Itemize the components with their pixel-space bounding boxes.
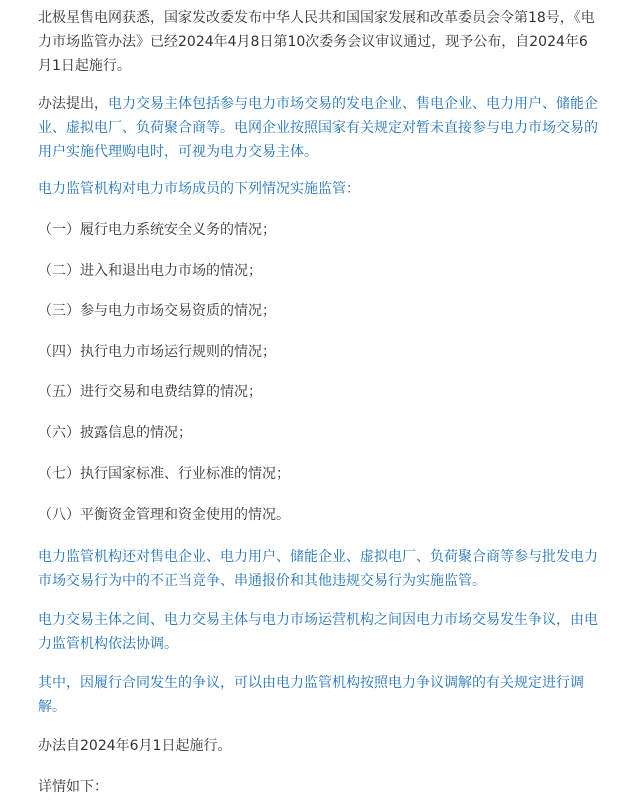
- list-item: （八）平衡资金管理和资金使用的情况。: [38, 507, 290, 523]
- list-item: （七）执行国家标准、行业标准的情况；: [38, 466, 290, 482]
- list-item: （五）进行交易和电费结算的情况；: [38, 384, 262, 400]
- list-item: （四）执行电力市场运行规则的情况；: [38, 344, 276, 360]
- scope-prefix: 办法提出，: [38, 96, 108, 112]
- scope-highlight: 电力交易主体包括参与电力市场交易的发电企业、售电企业、电力用户、储能企业、虚拟电厂、负荷聚合商等。电网企业按照国家有关规定对暂未直接参与电力市场交易的用户实施代理购电时，可视为电力交易主体。: [38, 96, 598, 160]
- list-item: （一）履行电力系统安全义务的情况；: [38, 222, 276, 238]
- intro-paragraph: 北极星售电网获悉，国家发改委发布中华人民共和国国家发展和改革委员会令第18号，《电力市场监管办法》已经2024年4月8日第10次委务会议审议通过，现予公布，自2024年6月1日起施行。: [38, 10, 595, 74]
- misconduct-paragraph: 电力监管机构还对售电企业、电力用户、储能企业、虚拟电厂、负荷聚合商等参与批发电力市场交易行为中的不正当竞争、串通报价和其他违规交易行为实施监管。: [38, 549, 598, 589]
- effective-date-paragraph: 办法自2024年6月1日起施行。: [38, 738, 232, 754]
- list-item: （六）披露信息的情况；: [38, 425, 192, 441]
- supervision-heading: 电力监管机构对电力市场成员的下列情况实施监管：: [38, 181, 360, 197]
- dispute-paragraph: 电力交易主体之间、电力交易主体与电力市场运营机构之间因电力市场交易发生争议，由电力监管机构依法协调。: [38, 612, 598, 652]
- list-item: （三）参与电力市场交易资质的情况；: [38, 303, 276, 319]
- details-label: 详情如下：: [38, 779, 108, 795]
- mediation-paragraph: 其中，因履行合同发生的争议，可以由电力监管机构按照电力争议调解的有关规定进行调解。: [38, 675, 584, 715]
- scope-paragraph: [38, 92, 598, 164]
- list-item: （二）进入和退出电力市场的情况；: [38, 263, 262, 279]
